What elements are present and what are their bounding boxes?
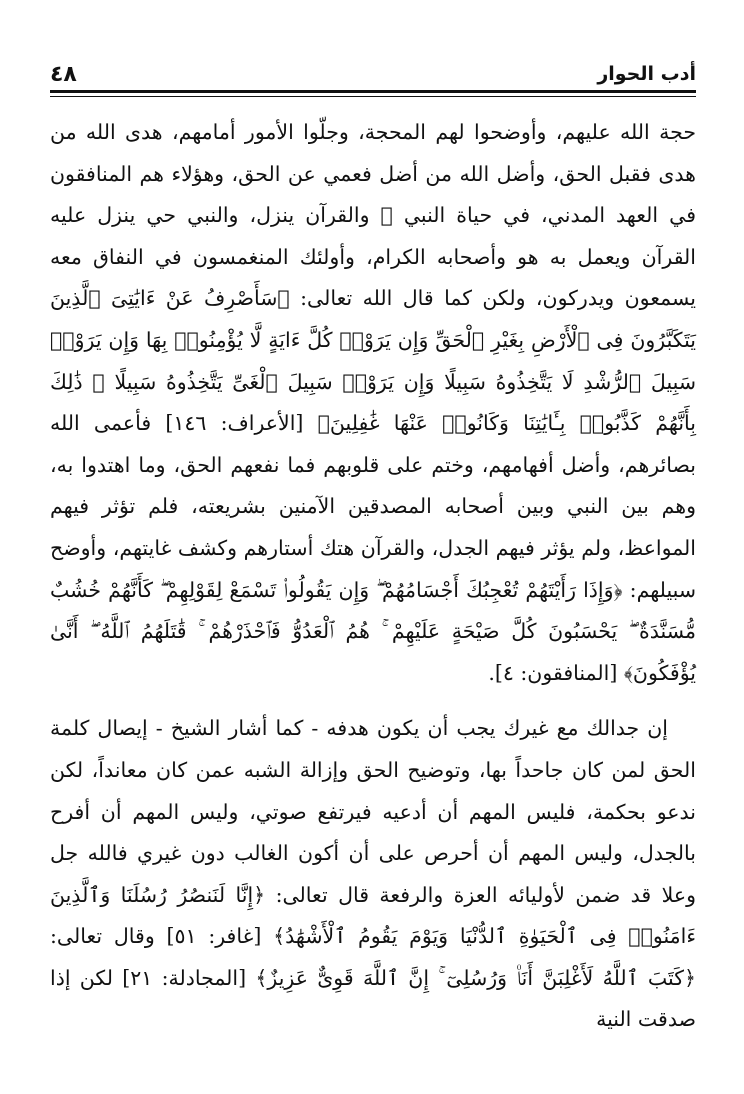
running-title: أدب الحوار — [597, 63, 696, 85]
page-number: ٤٨ — [50, 62, 77, 87]
paragraph-1: حجة الله عليهم، وأوضحوا لهم المحجة، وجلّوا الأمور أمامهم، هدى الله من هدى فقبل الحق، وأضل الله من أضل فعمي عن الحق، وهؤلاء هم المنافقون في العهد المدني، في حياة النبي ﷺ والقرآن ينزل، والنبي حي ينزل عليه القرآن ويعمل به هو وأصحابه الكرام، وأولئك المنغمسون في النفاق معه يسمعون ويدركون، ولكن كما قال الله تعالى: ﴿سَأَصْرِفُ عَنْ ءَايَٰتِىَ ٱلَّذِينَ يَتَكَبَّرُونَ فِى ٱلْأَرْضِ بِغَيْرِ ٱلْحَقِّ وَإِن يَرَوْا۟ كُلَّ ءَايَةٍ لَّا يُؤْمِنُوا۟ بِهَا وَإِن يَرَوْا۟ سَبِيلَ ٱلرُّشْدِ لَا يَتَّخِذُوهُ سَبِيلًا وَإِن يَرَوْا۟ سَبِيلَ ٱلْغَىِّ يَتَّخِذُوهُ سَبِيلًا ۚ ذَٰلِكَ بِأَنَّهُمْ كَذَّبُوا۟ بِـَٔايَٰتِنَا وَكَانُوا۟ عَنْهَا غَٰفِلِينَ﴾ [الأعراف: ١٤٦] فأعمى الله بصائرهم، وأضل أفهامهم، وختم على قلوبهم فما نفعهم الحق، وما اهتدوا به، وهم بين النبي وبين أصحابه المصدقين الآمنين بشريعته، فلم تؤثر فيهم المواعظ، ولم يؤثر فيهم الجدل، والقرآن هتك أستارهم وكشف غايتهم، وأوضح سبيلهم: ﴿وَإِذَا رَأَيْتَهُمْ تُعْجِبُكَ أَجْسَامُهُمْ ۖ وَإِن يَقُولُوا۟ تَسْمَعْ لِقَوْلِهِمْ ۖ كَأَنَّهُمْ خُشُبٌ مُّسَنَّدَةٌ ۖ يَحْسَبُونَ كُلَّ صَيْحَةٍ عَلَيْهِمْ ۚ هُمُ ٱلْعَدُوُّ فَٱحْذَرْهُمْ ۚ قَٰتَلَهُمُ ٱللَّهُ ۖ أَنَّىٰ يُؤْفَكُونَ﴾ [المنافقون: ٤]. — [50, 120, 696, 685]
header-rule-thick — [50, 90, 696, 93]
header-rule-thin — [50, 96, 696, 97]
body-text — [50, 112, 696, 1041]
paragraph-2: إن جدالك مع غيرك يجب أن يكون هدفه - كما أشار الشيخ - إيصال كلمة الحق لمن كان جاحداً بها، وتوضيح الحق وإزالة الشبه عمن كان معانداً، لكن ندعو بحكمة، فليس المهم أن أدعيه فيرتفع صوتي، وليس المهم أن أفرح بالجدل، وليس المهم أن أحرص على أن أكون الغالب دون غيري فالله جل وعلا قد ضمن لأوليائه العزة والرفعة قال تعالى: ﴿إِنَّا لَنَنصُرُ رُسُلَنَا وَٱلَّذِينَ ءَامَنُوا۟ فِى ٱلْحَيَوٰةِ ٱلدُّنْيَا وَيَوْمَ يَقُومُ ٱلْأَشْهَٰدُ﴾ [غافر: ٥١] وقال تعالى: ﴿كَتَبَ ٱللَّهُ لَأَغْلِبَنَّ أَنَا۠ وَرُسُلِىٓ ۚ إِنَّ ٱللَّهَ قَوِىٌّ عَزِيزٌ﴾ [المجادلة: ٢١] لكن إذا صدقت النية — [50, 716, 696, 1032]
page-header — [50, 54, 696, 90]
